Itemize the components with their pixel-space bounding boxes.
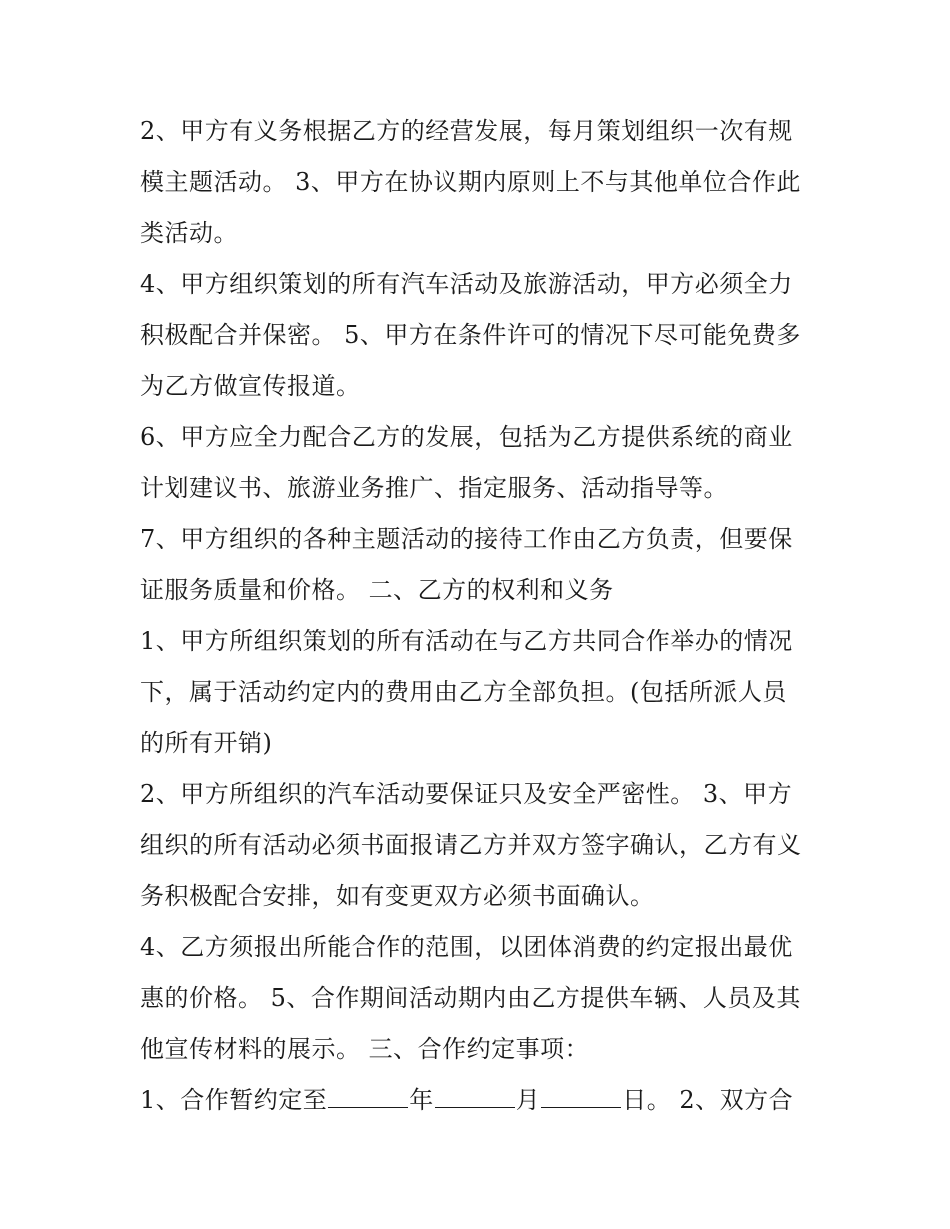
paragraph-party-a-duties-2 <box>140 106 812 259</box>
paragraph-party-b-duties-4 <box>140 922 812 1075</box>
paragraph-party-a-duties-4 <box>140 259 812 412</box>
text-line: 2、甲方有义务根据乙方的经营发展，每月策划组织一次有规 <box>140 117 793 145</box>
month-label: 月 <box>515 1086 541 1114</box>
text-line: 1、甲方所组织策划的所有活动在与乙方共同合作举办的情况 <box>140 627 793 655</box>
text-line: 他宣传材料的展示。 三、合作约定事项： <box>140 1035 590 1063</box>
paragraph-party-b-duties-2 <box>140 769 812 922</box>
text-line: 惠的价格。 5、合作期间活动期内由乙方提供车辆、人员及其 <box>140 984 801 1012</box>
text-line: 的所有开销) <box>140 729 273 757</box>
text-line: 为乙方做宣传报道。 <box>140 372 361 400</box>
year-blank-field[interactable] <box>328 1081 408 1108</box>
text-line: 类活动。 <box>140 219 238 247</box>
year-label: 年 <box>409 1086 434 1114</box>
term-prefix: 1、合作暂约定至 <box>140 1086 328 1114</box>
text-line: 组织的所有活动必须书面报请乙方并双方签字确认，乙方有义 <box>140 831 802 859</box>
text-line: 务积极配合安排，如有变更双方必须书面确认。 <box>140 882 655 910</box>
text-line: 证服务质量和价格。 二、乙方的权利和义务 <box>140 576 614 604</box>
paragraph-cooperation-term <box>140 1075 812 1126</box>
text-line: 7、甲方组织的各种主题活动的接待工作由乙方负责，但要保 <box>140 525 793 553</box>
text-line: 4、甲方组织策划的所有汽车活动及旅游活动，甲方必须全力 <box>140 270 793 298</box>
text-line: 模主题活动。 3、甲方在协议期内原则上不与其他单位合作此 <box>140 168 801 196</box>
text-line: 计划建议书、旅游业务推广、指定服务、活动指导等。 <box>140 474 728 502</box>
text-line: 4、乙方须报出所能合作的范围，以团体消费的约定报出最优 <box>140 933 793 961</box>
text-line: 下，属于活动约定内的费用由乙方全部负担。(包括所派人员 <box>140 678 787 706</box>
document-body <box>140 106 812 1126</box>
day-blank-field[interactable] <box>541 1081 621 1108</box>
paragraph-party-a-duties-7 <box>140 514 812 616</box>
month-blank-field[interactable] <box>435 1081 515 1108</box>
text-line: 6、甲方应全力配合乙方的发展，包括为乙方提供系统的商业 <box>140 423 793 451</box>
text-line: 2、甲方所组织的汽车活动要保证只及安全严密性。 3、甲方 <box>140 780 793 808</box>
text-line: 积极配合并保密。 5、甲方在条件许可的情况下尽可能免费多 <box>140 321 801 349</box>
paragraph-party-b-duties-1 <box>140 616 812 769</box>
day-label: 日。 2、双方合 <box>622 1086 794 1114</box>
paragraph-party-a-duties-6 <box>140 412 812 514</box>
text-line-with-blanks <box>140 1075 812 1126</box>
